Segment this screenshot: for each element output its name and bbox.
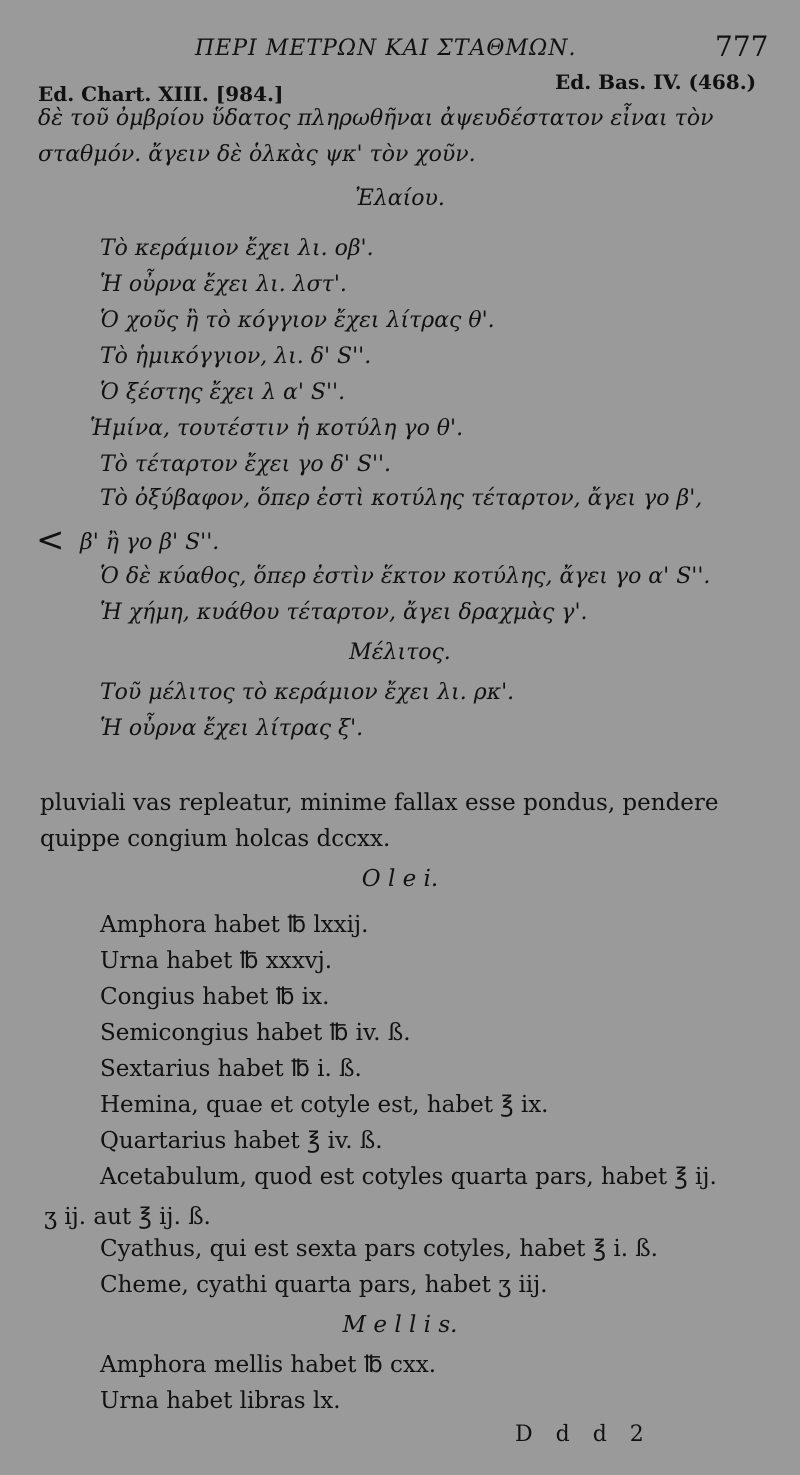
latin-oil-line: Amphora habet ℔ lxxij.: [100, 912, 369, 938]
greek-oil-line: Τὸ τέταρτον ἔχει γο δ' S''.: [100, 452, 392, 477]
greek-intro-line: δὲ τοῦ ὀμβρίου ὕδατος πληρωθῆναι ἀψευδέστατον εἶναι τὸν: [38, 106, 714, 131]
latin-oil-line: Acetabulum, quod est cotyles quarta pars, habet ℥ ij.: [100, 1164, 717, 1190]
latin-honey-line: Amphora mellis habet ℔ cxx.: [100, 1352, 437, 1378]
latin-oil-line: Urna habet ℔ xxxvj.: [100, 948, 333, 974]
page-number: 777: [715, 30, 769, 63]
latin-honey-line: Urna habet libras lx.: [100, 1388, 341, 1414]
signature-mark: D d d 2: [515, 1422, 652, 1447]
greek-oil-line: Ἡμίνα, τουτέστιν ἡ κοτύλη γο θ'.: [90, 416, 464, 441]
edition-left: Ed. Chart. XIII. [984.]: [38, 82, 284, 106]
latin-honey-heading: M e l l i s.: [342, 1312, 458, 1338]
latin-oil-line: Cyathus, qui est sexta pars cotyles, habet ℥ i. ß.: [100, 1236, 658, 1262]
greek-oil-line: Ὁ χοῦς ἢ τὸ κόγγιον ἔχει λίτρας θ'.: [100, 308, 495, 333]
greek-oil-line: Ἡ οὖρνα ἔχει λι. λστ'.: [100, 272, 347, 297]
greek-honey-line: Τοῦ μέλιτος τὸ κεράμιον ἔχει λι. ρκ'.: [100, 680, 515, 705]
greek-oil-heading: Ἐλαίου.: [355, 186, 445, 211]
greek-honey-line: Ἡ οὖρνα ἔχει λίτρας ξ'.: [100, 716, 364, 741]
latin-intro-line: quippe congium holcas dccxx.: [40, 826, 391, 852]
margin-mark: <: [36, 520, 65, 560]
greek-oil-line: Ὁ ξέστης ἔχει λ α' S''.: [100, 380, 346, 405]
running-title: ΠΕΡΙ ΜΕΤΡΩΝ ΚΑΙ ΣΤΑΘΜΩΝ.: [195, 36, 577, 61]
latin-intro-line: pluviali vas repleatur, minime fallax esse pondus, pendere: [40, 790, 719, 816]
greek-oil-line: Τὸ ὀξύβαφον, ὅπερ ἐστὶ κοτύλης τέταρτον, ἄγει γο β',: [100, 486, 703, 511]
latin-oil-line: Sextarius habet ℔ i. ß.: [100, 1056, 362, 1082]
latin-oil-line: Congius habet ℔ ix.: [100, 984, 330, 1010]
greek-oil-continuation: β' ἢ γο β' S''.: [80, 530, 220, 555]
greek-oil-line: Ἡ χήμη, κυάθου τέταρτον, ἄγει δραχμὰς γ'.: [100, 600, 588, 625]
latin-oil-line: Quartarius habet ℥ iv. ß.: [100, 1128, 383, 1154]
greek-oil-line: Τὸ ἡμικόγγιον, λι. δ' S''.: [100, 344, 372, 369]
latin-oil-line: Semicongius habet ℔ iv. ß.: [100, 1020, 411, 1046]
latin-oil-line: Cheme, cyathi quarta pars, habet ʒ iij.: [100, 1272, 548, 1298]
latin-oil-line: Hemina, quae et cotyle est, habet ℥ ix.: [100, 1092, 549, 1118]
greek-intro-line: σταθμόν. ἄγειν δὲ ὁλκὰς ψκ' τὸν χοῦν.: [38, 142, 476, 167]
edition-right: Ed. Bas. IV. (468.): [555, 70, 757, 94]
greek-oil-line: Ὁ δὲ κύαθος, ὅπερ ἐστὶν ἕκτον κοτύλης, ἄγει γο α' S''.: [100, 564, 711, 589]
greek-honey-heading: Μέλιτος.: [349, 640, 451, 665]
latin-oil-continuation: ʒ ij. aut ℥ ij. ß.: [44, 1204, 211, 1230]
greek-oil-line: Τὸ κεράμιον ἔχει λι. οβ'.: [100, 236, 374, 261]
latin-oil-heading: O l e i.: [361, 866, 439, 892]
